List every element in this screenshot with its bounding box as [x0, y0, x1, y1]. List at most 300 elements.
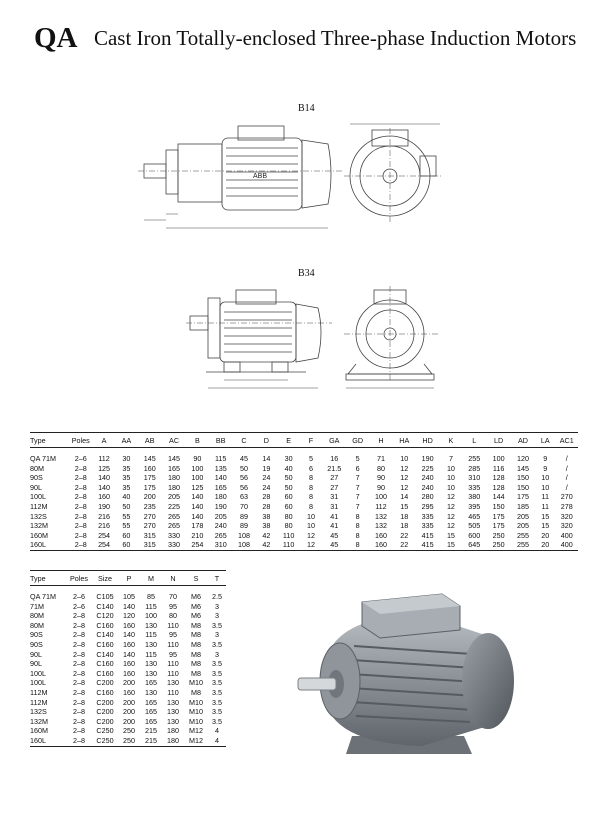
table-cell: 90L	[30, 482, 42, 492]
table-cell: M10	[189, 697, 203, 707]
table-cell: 132M	[30, 521, 48, 531]
table-cell: 165	[145, 697, 157, 707]
table-row	[30, 602, 226, 612]
table-cell: 55	[122, 521, 131, 531]
table-cell: 140	[191, 501, 204, 511]
table-cell: 140	[191, 511, 204, 521]
table-cell: C120	[96, 611, 114, 621]
table-cell: 175	[143, 482, 156, 492]
table-cell: 6	[308, 463, 313, 473]
table-cell: 160M	[30, 726, 48, 736]
table-cell: 80M	[30, 611, 44, 621]
table-cell: 95	[169, 630, 177, 640]
table-cell: 110	[167, 668, 179, 678]
table-row	[30, 640, 226, 650]
table-cell: 2–8	[73, 697, 85, 707]
table-cell: 30	[122, 454, 131, 463]
column-header: Poles	[69, 433, 93, 448]
table-cell: 116	[492, 463, 505, 473]
table-cell: 140	[98, 482, 111, 492]
table-row	[30, 521, 578, 531]
table-row	[30, 621, 226, 631]
column-header: L	[462, 433, 486, 448]
table-cell: M12	[189, 726, 203, 736]
table-cell: 250	[123, 726, 135, 736]
table-cell: 135	[214, 463, 227, 473]
table-cell: 335	[468, 482, 481, 492]
table-cell: 4	[208, 736, 226, 746]
table-cell: M8	[191, 668, 201, 678]
table-cell: 60	[115, 540, 137, 550]
table-cell: 210	[191, 530, 204, 540]
table-cell: 265	[214, 530, 227, 540]
table-row	[30, 611, 226, 621]
table-cell: 100L	[30, 678, 46, 688]
table-cell: M6	[191, 592, 201, 601]
dimensions-table	[30, 432, 578, 551]
table-cell: 110	[278, 540, 300, 550]
table-cell: 71M	[30, 601, 44, 611]
table-cell: 285	[468, 463, 481, 473]
table-cell: 2–8	[73, 707, 85, 717]
table-cell: 108	[233, 540, 255, 550]
table-cell: 600	[468, 530, 481, 540]
table-cell: 110	[167, 687, 179, 697]
table-cell: 254	[98, 530, 111, 540]
table-cell: 12	[400, 482, 409, 492]
table-cell: 3	[215, 611, 219, 621]
product-code: QA	[34, 22, 78, 54]
table-cell: 12	[306, 530, 315, 540]
table-cell: 3	[215, 649, 219, 659]
table-cell: 2–8	[74, 501, 87, 511]
table-cell: QA 71M	[30, 592, 56, 601]
table-cell: 505	[468, 521, 481, 531]
column-header: HD	[415, 433, 439, 448]
table-cell: 175	[492, 521, 505, 531]
table-cell: 255	[516, 530, 529, 540]
table-cell: M12	[184, 736, 208, 746]
table-cell: 130	[167, 697, 179, 707]
table-cell: 265	[168, 511, 181, 521]
table-cell: 250	[486, 540, 510, 550]
table-cell: 225	[421, 463, 434, 473]
table-cell: 50	[284, 473, 293, 483]
table-cell: 335	[421, 521, 434, 531]
table-cell: 250	[118, 736, 140, 746]
table-cell: C140	[96, 649, 114, 659]
table-cell: 15	[400, 501, 409, 511]
table-cell: 70	[240, 501, 249, 511]
table-cell: 60	[284, 501, 293, 511]
column-header: LD	[486, 433, 510, 448]
table-cell: 42	[255, 540, 277, 550]
table-cell: 80M	[30, 463, 44, 473]
table-cell: 5	[355, 454, 360, 463]
table-cell: 10	[541, 473, 550, 483]
table-cell: 2–8	[74, 482, 87, 492]
table-cell: 200	[123, 697, 135, 707]
table-cell: C160	[96, 668, 114, 678]
table-cell: 10	[306, 521, 315, 531]
table-cell: 112M	[30, 501, 48, 511]
table-cell: 160	[123, 668, 135, 678]
table-cell: 216	[98, 521, 111, 531]
table-row	[30, 502, 578, 512]
column-header: F	[300, 433, 322, 448]
table-cell: /	[565, 482, 568, 492]
table-cell: M8	[191, 620, 201, 630]
table-cell: 130	[167, 707, 179, 717]
table-cell: 24	[262, 482, 271, 492]
table-cell: 132	[374, 521, 387, 531]
page-header	[34, 22, 576, 55]
table-cell: 115	[145, 630, 157, 640]
table-cell: 145	[168, 454, 181, 463]
table-cell: 185	[516, 501, 529, 511]
table-cell: 41	[330, 521, 339, 531]
table-cell: 45	[240, 454, 249, 463]
table-cell: 90	[376, 482, 385, 492]
table-cell: 80	[284, 521, 293, 531]
table-cell: M6	[191, 601, 201, 611]
table-cell: 130	[145, 620, 157, 630]
table-cell: 144	[492, 492, 505, 502]
table-cell: 216	[98, 511, 111, 521]
column-header: AC	[162, 433, 186, 448]
table-cell: 2–8	[73, 687, 85, 697]
column-header: H	[369, 433, 393, 448]
table-cell: 45	[330, 530, 339, 540]
table-cell: 89	[240, 521, 249, 531]
table-cell: 15	[440, 540, 462, 550]
table-cell: 112M	[30, 697, 48, 707]
table-cell: 12	[300, 540, 322, 550]
table-cell: 3.5	[212, 620, 222, 630]
table-cell: 160M	[30, 530, 48, 540]
b14-label: B14	[298, 103, 315, 114]
table-cell: 160	[123, 687, 135, 697]
table-cell: 28	[262, 492, 271, 502]
table-cell: 50	[122, 501, 131, 511]
table-cell: 110	[167, 639, 179, 649]
table-cell: 415	[421, 530, 434, 540]
table-cell: 175	[492, 511, 505, 521]
table-cell: 165	[168, 463, 181, 473]
table-row	[30, 473, 578, 483]
table-cell: 3.5	[212, 678, 222, 688]
column-header: D	[255, 433, 277, 448]
table-cell: 7	[355, 501, 360, 511]
table-cell: 190	[98, 501, 111, 511]
table-cell: 100L	[30, 668, 46, 678]
table-cell: 2–8	[73, 639, 85, 649]
table-cell: 3.5	[212, 697, 222, 707]
table-cell: 150	[492, 501, 505, 511]
column-header: Size	[92, 571, 118, 586]
table-cell: /	[565, 454, 568, 463]
table-cell: 3.5	[212, 668, 222, 678]
table-cell: 40	[122, 492, 131, 502]
table-cell: 90L	[30, 649, 42, 659]
table-cell: 205	[516, 521, 529, 531]
table-cell: 38	[262, 511, 271, 521]
table-cell: C200	[96, 697, 114, 707]
table-cell: 160	[123, 659, 135, 669]
table-cell: 8	[355, 521, 360, 531]
table-row	[30, 659, 226, 669]
table-row	[30, 717, 226, 727]
table-cell: 2–8	[73, 668, 85, 678]
table-cell: 200	[123, 678, 135, 688]
table-cell: 2–8	[74, 511, 87, 521]
table-cell: 160	[98, 492, 111, 502]
table-row	[30, 586, 226, 602]
table-cell: 165	[145, 716, 157, 726]
table-cell: 3.5	[212, 716, 222, 726]
table-row	[30, 464, 578, 474]
table-cell: 20	[541, 530, 550, 540]
table-cell: 10	[306, 511, 315, 521]
b14-brand-logo: ABB	[252, 173, 268, 180]
table-cell: C160	[96, 620, 114, 630]
column-header: K	[440, 433, 462, 448]
table-cell: 145	[516, 463, 529, 473]
table-cell: 30	[284, 454, 293, 463]
table-cell: 150	[516, 482, 529, 492]
table-row	[30, 483, 578, 493]
table-cell: 100L	[30, 492, 46, 502]
column-header: M	[140, 571, 162, 586]
table-cell: M8	[191, 649, 201, 659]
table-cell: 125	[191, 482, 204, 492]
table-cell: 2–8	[74, 530, 87, 540]
table-cell: 140	[191, 492, 204, 502]
table-cell: 240	[214, 521, 227, 531]
table-cell: 60	[284, 492, 293, 502]
column-header: N	[162, 571, 184, 586]
table-cell: 215	[140, 736, 162, 746]
table-cell: 89	[240, 511, 249, 521]
table-cell: C160	[96, 659, 114, 669]
column-header: C	[233, 433, 255, 448]
table-cell: 45	[322, 540, 346, 550]
table-cell: 11	[541, 492, 549, 502]
table-cell: 175	[516, 492, 529, 502]
table-cell: 85	[147, 592, 155, 601]
table-cell: 110	[282, 530, 295, 540]
table-cell: 14	[400, 492, 409, 502]
table-cell: 415	[415, 540, 439, 550]
table-cell: 90	[193, 454, 202, 463]
table-cell: M10	[189, 707, 203, 717]
table-cell: 8	[308, 501, 313, 511]
table-cell: 130	[167, 716, 179, 726]
table-cell: 8	[346, 540, 368, 550]
table-cell: 254	[186, 540, 208, 550]
table-cell: 7	[355, 473, 360, 483]
table-cell: 645	[462, 540, 486, 550]
table-cell: 18	[400, 511, 409, 521]
table-row	[30, 736, 226, 746]
table-cell: 31	[330, 492, 339, 502]
table-cell: 90S	[30, 639, 43, 649]
table-cell: 132S	[30, 707, 47, 717]
table-cell: 2–8	[73, 620, 85, 630]
table-cell: 160	[143, 463, 156, 473]
table-cell: 160	[369, 540, 393, 550]
table-cell: 254	[93, 540, 115, 550]
table-cell: 100	[492, 454, 505, 463]
table-cell: 2–8	[73, 630, 85, 640]
table-row	[30, 650, 226, 660]
table-cell: 190	[421, 454, 434, 463]
table-cell: 205	[516, 511, 529, 521]
table-cell: 295	[421, 501, 434, 511]
table-cell: 190	[214, 501, 227, 511]
table-cell: 31	[330, 501, 339, 511]
table-cell: C200	[96, 716, 114, 726]
table-cell: QA 71M	[30, 454, 56, 463]
table-cell: 10	[400, 454, 409, 463]
table-cell: 3.5	[212, 659, 222, 669]
table-cell: 8	[308, 473, 313, 483]
table-cell: 200	[123, 707, 135, 717]
table-cell: 128	[492, 482, 505, 492]
table-cell: 90S	[30, 473, 43, 483]
table-cell: 130	[145, 668, 157, 678]
table-cell: 8	[308, 492, 313, 502]
table-cell: 3	[215, 601, 219, 611]
table-cell: 15	[541, 521, 550, 531]
table-cell: 132S	[30, 511, 47, 521]
column-header: AA	[115, 433, 137, 448]
table-cell: M8	[191, 639, 201, 649]
table-cell: 10	[541, 482, 550, 492]
table-cell: C160	[96, 687, 114, 697]
table-cell: 315	[138, 540, 162, 550]
table-cell: 110	[167, 659, 179, 669]
table-cell: 115	[145, 601, 157, 611]
table-cell: 90L	[30, 659, 42, 669]
table-row	[30, 678, 226, 688]
table-cell: 38	[262, 521, 271, 531]
column-header: Poles	[66, 571, 92, 586]
table-cell: 12	[446, 492, 455, 502]
table-cell: 120	[516, 454, 529, 463]
table-cell: C160	[96, 639, 114, 649]
table-cell: 3.5	[212, 707, 222, 717]
table-row	[30, 492, 578, 502]
table-cell: 6	[355, 463, 360, 473]
table-cell: 2.5	[212, 592, 222, 601]
table-row	[30, 698, 226, 708]
table-cell: 150	[516, 473, 529, 483]
table-cell: 55	[122, 511, 131, 521]
table-cell: 7	[448, 454, 453, 463]
table-cell: 165	[145, 707, 157, 717]
table-cell: 2–8	[74, 492, 87, 502]
table-cell: 320	[560, 511, 573, 521]
table-cell: 2–6	[73, 601, 85, 611]
table-cell: M8	[191, 687, 201, 697]
table-cell: 180	[167, 726, 179, 736]
table-cell: 2–8	[66, 736, 92, 746]
table-cell: 15	[446, 530, 455, 540]
table-cell: 10	[446, 473, 455, 483]
table-cell: 335	[421, 511, 434, 521]
table-cell: 10	[446, 482, 455, 492]
table-cell: 12	[446, 521, 455, 531]
table-cell: 215	[145, 726, 157, 736]
column-header: GA	[322, 433, 346, 448]
table-cell: 27	[330, 482, 339, 492]
table-cell: 240	[421, 482, 434, 492]
table-cell: 200	[143, 492, 156, 502]
table-cell: 100	[145, 611, 157, 621]
table-cell: 80	[169, 611, 177, 621]
column-header: AB	[138, 433, 162, 448]
table-cell: 12	[400, 473, 409, 483]
table-cell: 3	[215, 630, 219, 640]
table-cell: 110	[167, 620, 179, 630]
table-cell: 90S	[30, 630, 43, 640]
table-cell: 8	[308, 482, 313, 492]
table-cell: 9	[543, 463, 548, 473]
table-cell: 165	[145, 678, 157, 688]
table-cell: 2–6	[73, 592, 85, 601]
table-cell: 250	[492, 530, 505, 540]
table-cell: 22	[400, 530, 409, 540]
table-cell: 90	[376, 473, 385, 483]
table-cell: 50	[240, 463, 249, 473]
table-cell: 2–8	[74, 521, 87, 531]
column-header: T	[208, 571, 226, 586]
table-cell: 145	[143, 454, 156, 463]
table-cell: 330	[168, 530, 181, 540]
table-cell: 132M	[30, 716, 48, 726]
table-cell: 95	[169, 649, 177, 659]
table-cell: 10	[446, 463, 455, 473]
table-cell: 160	[123, 620, 135, 630]
table-row	[30, 540, 578, 550]
table-cell: C140	[96, 601, 114, 611]
table-cell: M10	[189, 716, 203, 726]
table-cell: 140	[123, 630, 135, 640]
table-cell: 56	[240, 482, 249, 492]
table-cell: /	[565, 473, 568, 483]
column-header: BB	[209, 433, 233, 448]
b34-side-view-drawing	[186, 280, 336, 402]
table-cell: 5	[308, 454, 313, 463]
table-cell: 115	[214, 454, 227, 463]
table-cell: 18	[400, 521, 409, 531]
table-cell: 130	[145, 659, 157, 669]
table-cell: 235	[143, 501, 156, 511]
table-cell: C140	[96, 630, 114, 640]
table-cell: 42	[262, 530, 271, 540]
table-cell: 175	[143, 473, 156, 483]
table-cell: 280	[421, 492, 434, 502]
table-cell: C105	[96, 592, 114, 601]
table-cell: 7	[355, 492, 360, 502]
table-cell: 8	[355, 511, 360, 521]
table-row	[30, 448, 578, 464]
table-cell: 35	[122, 473, 131, 483]
column-header: Type	[30, 571, 66, 586]
table-cell: 380	[468, 492, 481, 502]
table-cell: 16	[330, 454, 339, 463]
